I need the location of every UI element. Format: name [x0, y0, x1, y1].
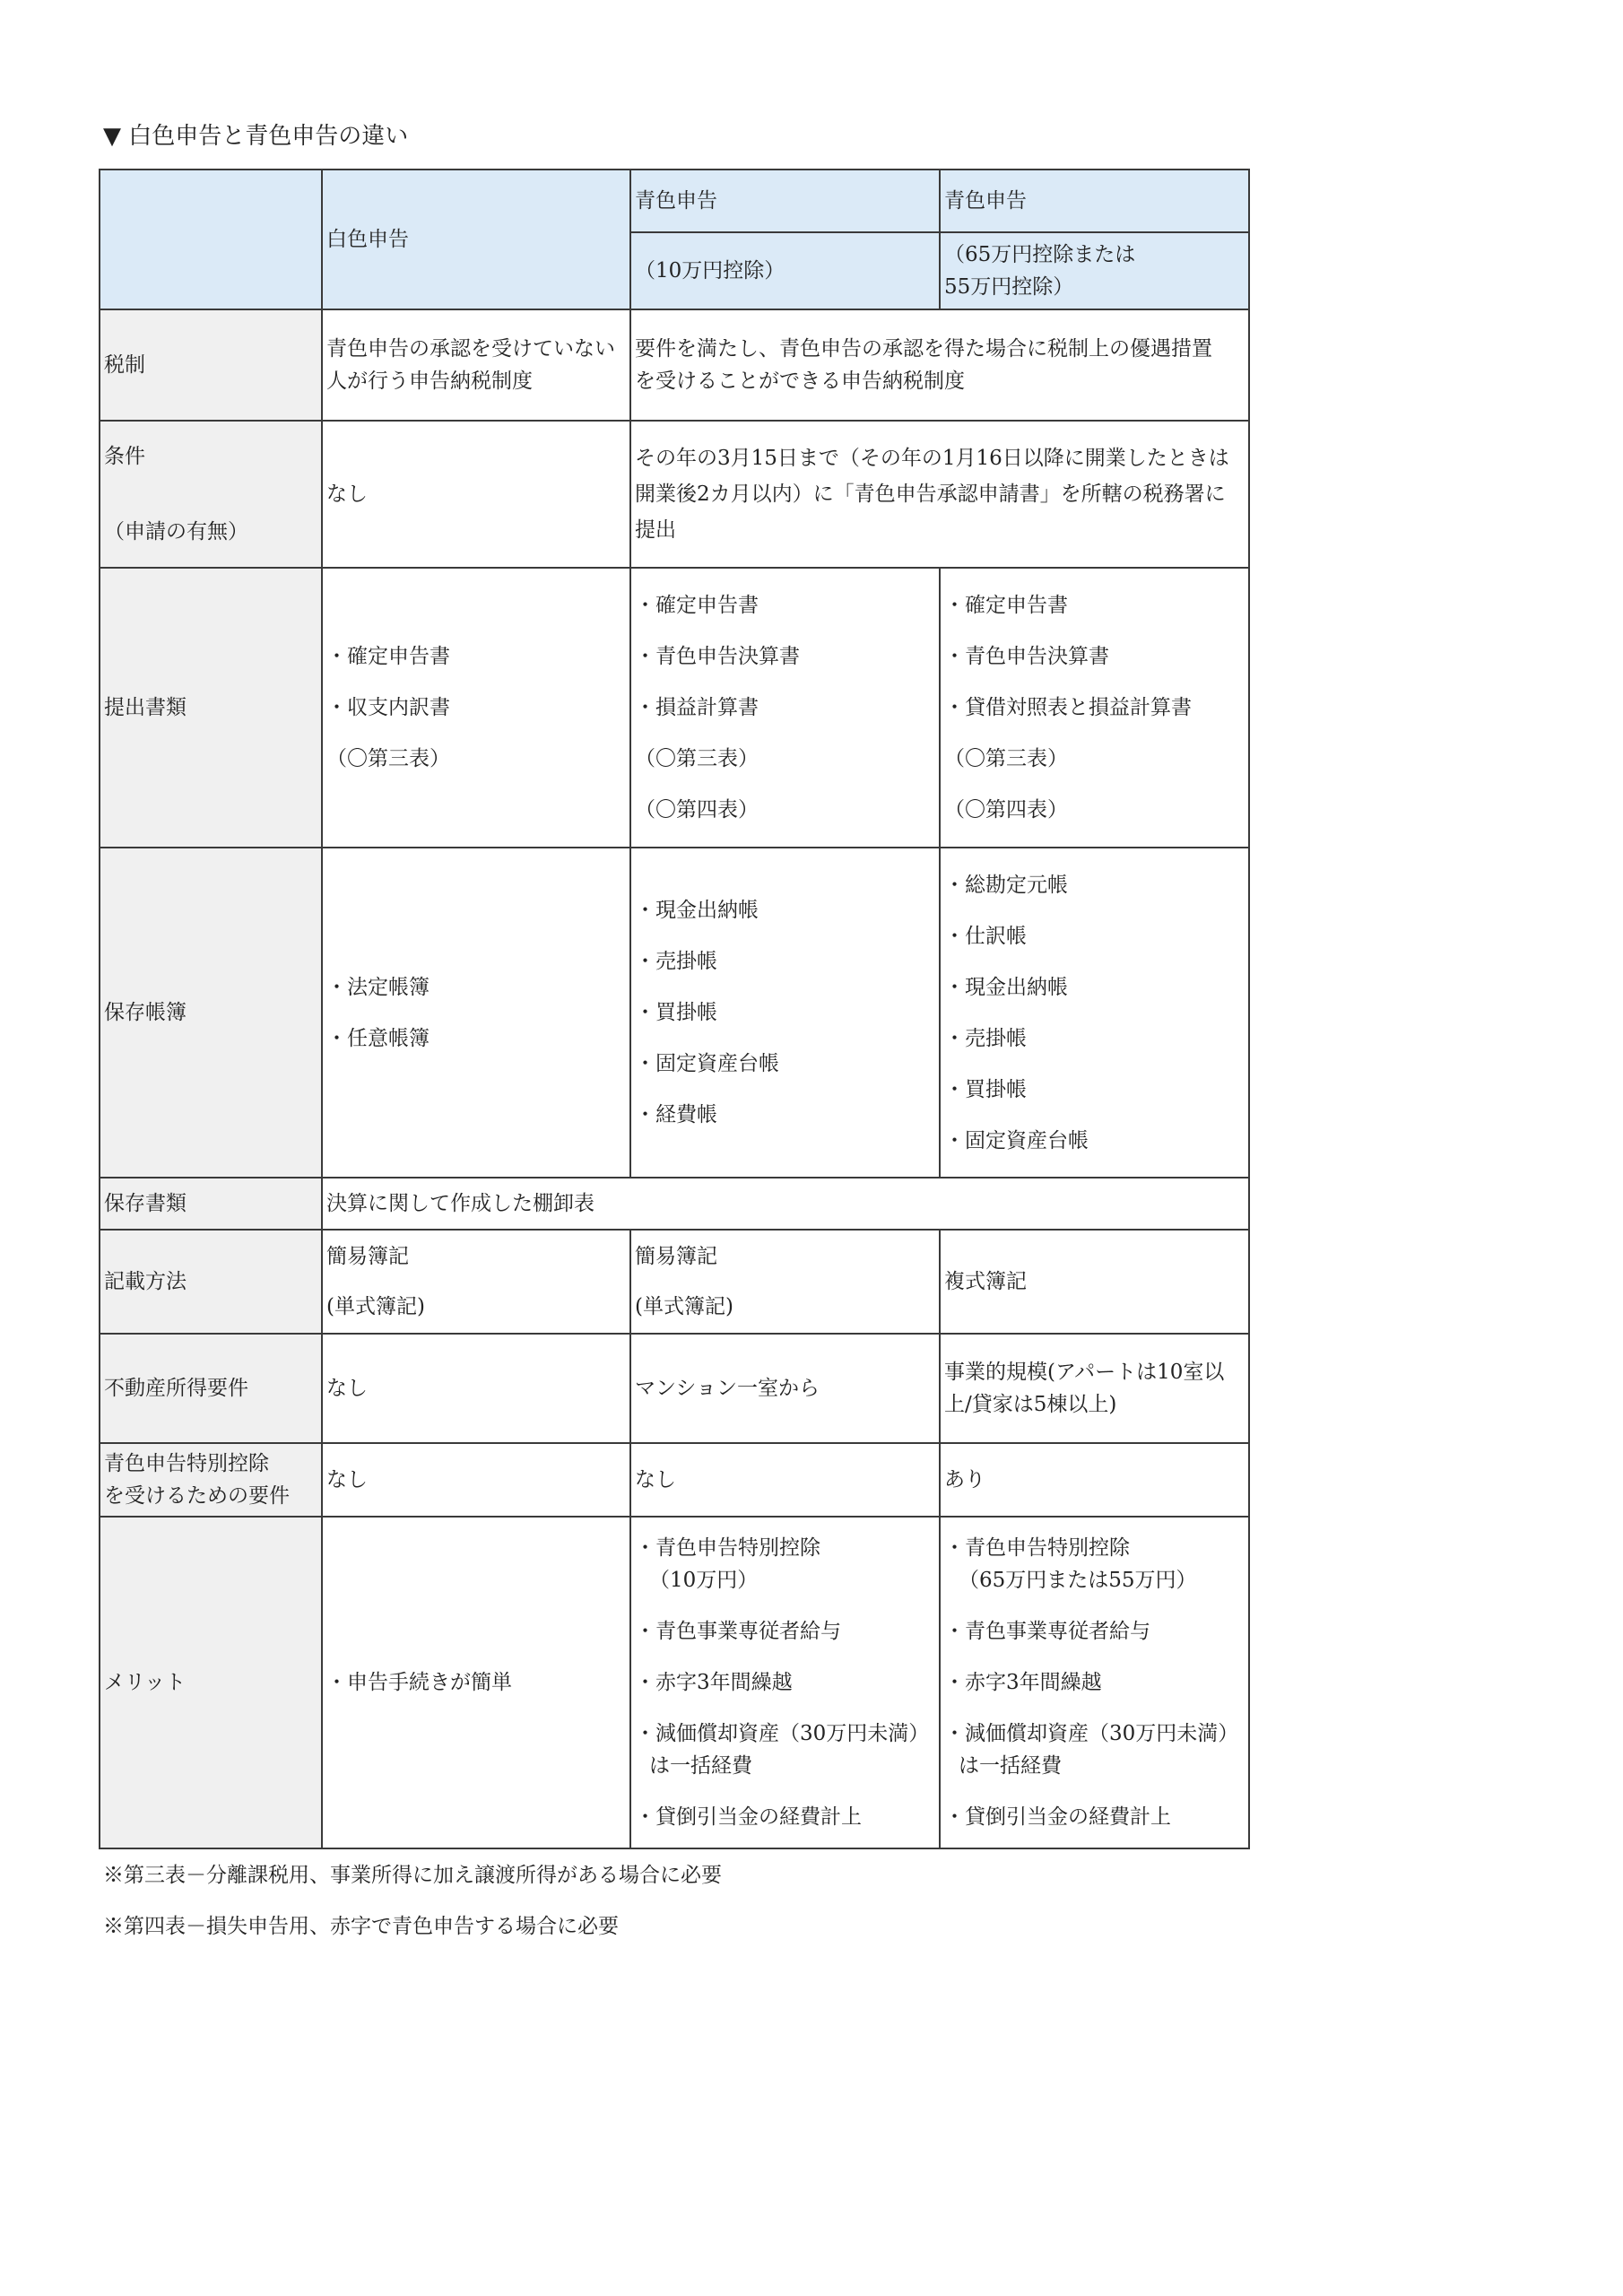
header-white: 白色申告	[322, 170, 630, 309]
list-item: ・貸倒引当金の経費計上	[944, 1805, 1171, 1829]
method-blue-2: 複式簿記	[940, 1230, 1249, 1334]
method-blue-1: 簡易簿記 (単式簿記)	[630, 1230, 940, 1334]
list-item: ・固定資産台帳	[635, 1052, 779, 1075]
list-item: ・減価償却資産（30万円未満）	[944, 1722, 1239, 1745]
list-item: ・総勘定元帳	[944, 873, 1068, 897]
keep-value: 決算に関して作成した棚卸表	[322, 1178, 1249, 1230]
row-label-books: 保存帳簿	[100, 848, 322, 1178]
merit-blue-2	[940, 1517, 1249, 1848]
books-blue-1	[630, 848, 940, 1178]
tax-blue: 要件を満たし、青色申告の承認を得た場合に税制上の優遇措置 を受けることができる申告納税制度	[630, 309, 1249, 421]
list-item: ・収支内訳書	[326, 696, 450, 719]
list-item: ・現金出納帳	[944, 975, 1068, 999]
books-white	[322, 848, 630, 1178]
special-blue-1: なし	[630, 1443, 940, 1517]
list-item: ・赤字3年間繰越	[944, 1671, 1102, 1694]
list-item: ・減価償却資産（30万円未満）	[635, 1722, 930, 1745]
realestate-white: なし	[322, 1334, 630, 1443]
list-item: （10万円）	[649, 1569, 759, 1592]
cond-blue: その年の3月15日まで（その年の1月16日以降に開業したときは 開業後2カ月以内）に「青色申告承認申請書」を所轄の税務署に 提出	[630, 421, 1249, 568]
list-item: ・赤字3年間繰越	[635, 1671, 793, 1694]
list-item: ・確定申告書	[944, 594, 1068, 617]
list-item: ・固定資産台帳	[944, 1128, 1089, 1152]
list-item: ・法定帳簿	[326, 975, 430, 999]
realestate-blue-2: 事業的規模(アパートは10室以 上/貸家は5棟以上)	[940, 1334, 1249, 1443]
row-label-tax: 税制	[100, 309, 322, 421]
list-item: ・現金出納帳	[635, 899, 759, 922]
list-item: ・買掛帳	[635, 1001, 717, 1024]
special-blue-2: あり	[940, 1443, 1249, 1517]
footnotes	[103, 1861, 722, 1963]
list-item: ・経費帳	[635, 1103, 717, 1126]
books-blue-2	[940, 848, 1249, 1178]
footnote-3rd-sheet: ※第三表－分離課税用、事業所得に加え譲渡所得がある場合に必要	[103, 1864, 722, 1887]
method-white: 簡易簿記 (単式簿記)	[322, 1230, 630, 1334]
row-label-merit: メリット	[100, 1517, 322, 1848]
header-blue-2: 青色申告	[940, 170, 1249, 232]
special-white: なし	[322, 1443, 630, 1517]
list-item: ・任意帳簿	[326, 1026, 430, 1050]
header-blue-1-sub: （10万円控除）	[630, 232, 940, 309]
header-corner	[100, 170, 322, 309]
list-item: ・損益計算書	[635, 696, 759, 719]
row-label-docs: 提出書類	[100, 568, 322, 848]
list-item: は一括経費	[959, 1754, 1062, 1778]
row-label-cond: 条件 （申請の有無）	[100, 421, 322, 568]
list-item: ・売掛帳	[635, 950, 717, 973]
list-item: （〇第三表）	[944, 747, 1068, 770]
list-item: ・仕訳帳	[944, 924, 1027, 948]
row-label-keep: 保存書類	[100, 1178, 322, 1230]
list-item: は一括経費	[649, 1754, 752, 1778]
page-title: ▼ 白色申告と青色申告の違い	[103, 123, 409, 150]
merit-white: ・申告手続きが簡単	[322, 1517, 630, 1848]
list-item: ・青色事業専従者給与	[944, 1620, 1150, 1643]
list-item: （65万円または55万円）	[959, 1569, 1197, 1592]
list-item: （〇第四表）	[635, 798, 759, 822]
list-item: ・青色申告決算書	[635, 645, 800, 668]
merit-blue-1	[630, 1517, 940, 1848]
header-blue-1: 青色申告	[630, 170, 940, 232]
row-label-method: 記載方法	[100, 1230, 322, 1334]
comparison-table	[99, 169, 1250, 1849]
tax-white: 青色申告の承認を受けていない 人が行う申告納税制度	[322, 309, 630, 421]
cond-white: なし	[322, 421, 630, 568]
row-label-realestate: 不動産所得要件	[100, 1334, 322, 1443]
list-item: （〇第四表）	[944, 798, 1068, 822]
list-item: ・確定申告書	[635, 594, 759, 617]
list-item: （〇第三表）	[635, 747, 759, 770]
header-blue-2-sub: （65万円控除または 55万円控除）	[940, 232, 1249, 309]
docs-blue-2	[940, 568, 1249, 848]
list-item: ・貸借対照表と損益計算書	[944, 696, 1192, 719]
list-item: ・青色申告特別控除	[944, 1536, 1130, 1560]
list-item: ・青色事業専従者給与	[635, 1620, 841, 1643]
docs-blue-1	[630, 568, 940, 848]
list-item: ・貸倒引当金の経費計上	[635, 1805, 862, 1829]
realestate-blue-1: マンション一室から	[630, 1334, 940, 1443]
docs-white	[322, 568, 630, 848]
list-item: ・青色申告決算書	[944, 645, 1109, 668]
list-item: ・青色申告特別控除	[635, 1536, 820, 1560]
list-item: （〇第三表）	[326, 747, 450, 770]
row-label-special: 青色申告特別控除 を受けるための要件	[100, 1443, 322, 1517]
list-item: ・売掛帳	[944, 1026, 1027, 1050]
list-item: ・確定申告書	[326, 645, 450, 668]
footnote-4th-sheet: ※第四表－損失申告用、赤字で青色申告する場合に必要	[103, 1915, 619, 1938]
list-item: ・買掛帳	[944, 1077, 1027, 1101]
